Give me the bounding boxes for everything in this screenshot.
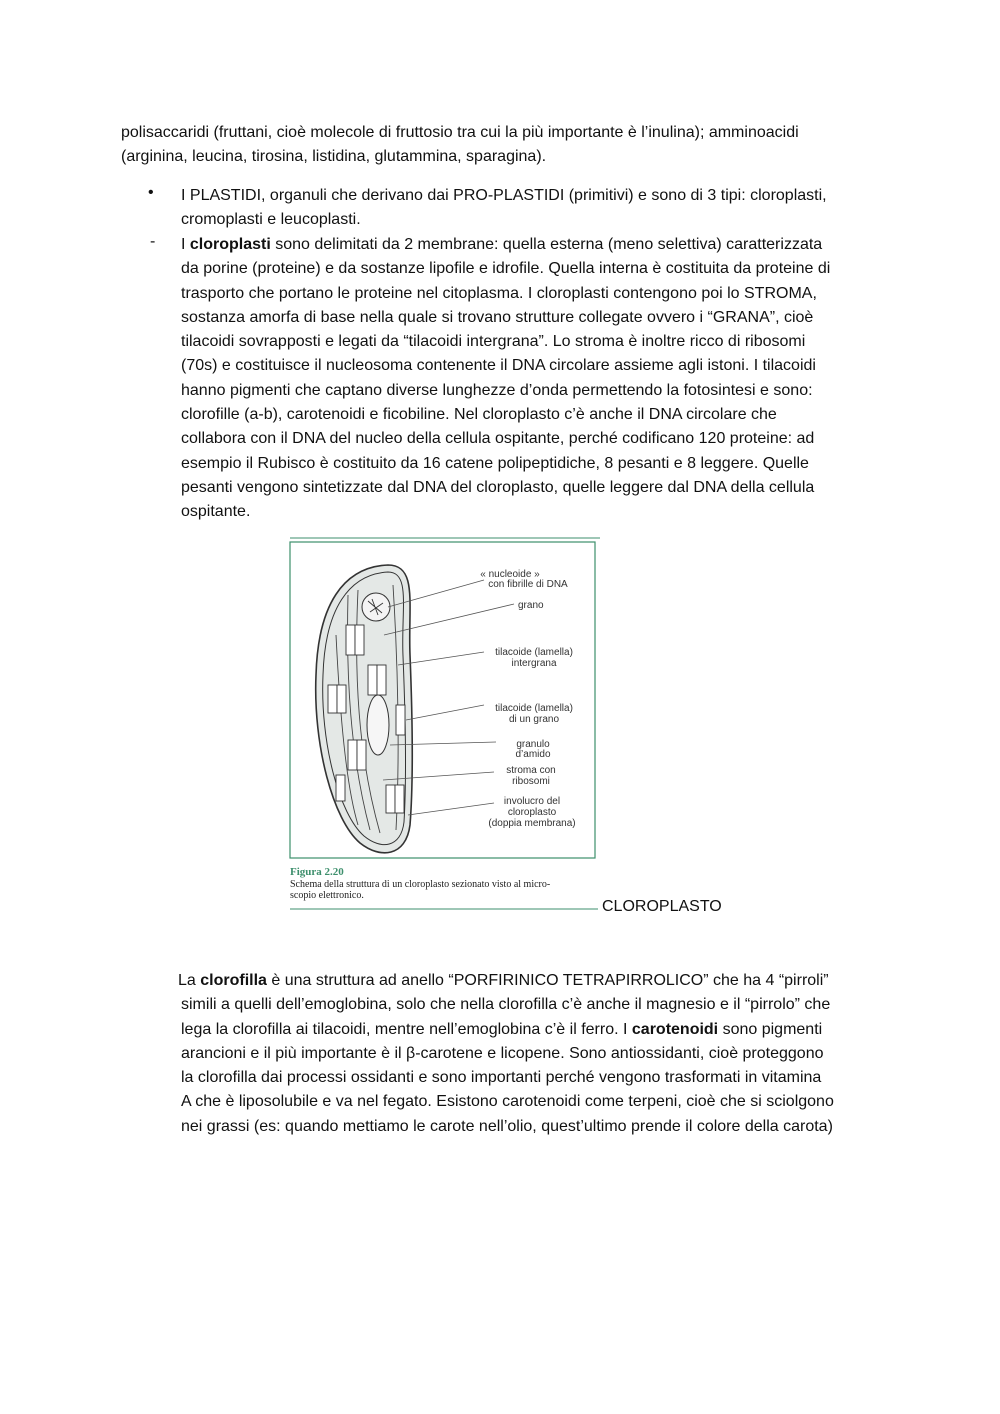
cloroplasti-line: tilacoidi sovrapposti e legati da “tilacoidi intergrana”. Lo stroma è inoltre ricco di ribosomi <box>181 333 806 351</box>
figure-side-label: CLOROPLASTO <box>602 898 722 915</box>
nucleoid <box>362 593 390 621</box>
cloroplasti-line: collabora con il DNA del nucleo della cellula ospitante, perché codificano 120 proteine: ad <box>181 430 815 448</box>
plastidi-item <box>181 184 827 233</box>
dash-marker: - <box>150 233 156 250</box>
clorofilla-line: la clorofilla dai processi ossidanti e sono importanti perché vengono trasformati in vitamina <box>181 1069 822 1087</box>
label-lamella-grano-2: di un grano <box>508 714 560 725</box>
label-stroma-2: ribosomi <box>512 776 550 787</box>
text-run: I <box>181 236 190 253</box>
figure-caption-line: scopio elettronico. <box>290 890 364 901</box>
cloroplasti-line: (70s) e costituisce il nucleosoma contenente il DNA circolare assieme agli istoni. I tilacoidi <box>181 357 816 375</box>
label-nucleoide-1: « nucleoide » <box>480 569 540 580</box>
cloroplasti-paragraph <box>181 233 830 525</box>
bold-term-cloroplasti: cloroplasti <box>189 236 271 253</box>
intro-paragraph <box>121 121 799 170</box>
intro-line: (arginina, leucina, tirosina, listidina, glutammina, sparagina). <box>121 148 547 166</box>
cloroplasti-line: da porine (proteine) e da sostanze lipofile e idrofile. Quella interna è costituita da proteine di <box>181 260 831 278</box>
cloroplasti-line: trasporto che portano le proteine nel citoplasma. I cloroplasti contengono poi lo STROMA, <box>181 284 817 302</box>
bold-term-clorofilla: clorofilla <box>200 972 267 989</box>
clorofilla-line <box>178 969 834 993</box>
text-run: sono delimitati da 2 membrane: quella esterna (meno selettiva) caratterizzata <box>270 236 823 253</box>
clorofilla-line: arancioni e il più importante è il β-carotene e licopene. Sono antiossidanti, cioè proteggono <box>181 1044 824 1062</box>
cloroplasti-line: esempio il Rubisco è costituito da 16 catene polipeptidiche, 8 pesanti e 8 leggere. Quelle <box>181 454 809 472</box>
plastidi-line: cromoplasti e leucoplasti. <box>181 211 361 229</box>
label-amido-2: d’amido <box>515 749 551 760</box>
cloroplasti-line: hanno pigmenti che captano diverse lunghezze d’onda permettendo la fotosintesi e sono: <box>181 381 813 399</box>
bold-term-carotenoidi: carotenoidi <box>631 1020 719 1038</box>
chloroplast-figure <box>288 535 600 913</box>
clorofilla-line: simili a quelli dell’emoglobina, solo che nella clorofilla c’è anche il magnesio e il “pirrolo” che <box>181 996 831 1014</box>
text-run: lega la clorofilla ai tilacoidi, mentre nell’emoglobina c’è il ferro. I <box>181 1020 632 1038</box>
label-lamella-grano-1: tilacoide (lamella) <box>495 703 573 714</box>
plastidi-line: I PLASTIDI, organuli che derivano dai PRO-PLASTIDI (primitivi) e sono di 3 tipi: cloroplasti, <box>181 187 827 204</box>
intro-line: polisaccaridi (fruttani, cioè molecole di fruttosio tra cui la più importante è l’inulina); amminoacidi <box>121 124 799 141</box>
label-stroma-1: stroma con <box>506 765 556 776</box>
clorofilla-paragraph <box>178 969 834 1139</box>
label-involucro-1: involucro del <box>503 796 561 807</box>
text-run: sono pigmenti <box>718 1020 823 1038</box>
figure-caption-line: Schema della struttura di un cloroplasto sezionato visto al micro- <box>290 879 551 890</box>
text-run: La <box>178 972 201 989</box>
cloroplasti-line: sostanza amorfa di base nella quale si trovano strutture collegate ovvero i “GRANA”, cioè <box>181 308 814 326</box>
text-run: è una struttura ad anello “PORFIRINICO TETRAPIRROLICO” che ha 4 “pirroli” <box>266 972 829 989</box>
label-involucro-3: (doppia membrana) <box>488 818 576 829</box>
figure-caption-title: Figura 2.20 <box>290 866 344 878</box>
clorofilla-line: nei grassi (es: quando mettiamo le carote nell’olio, quest’ultimo prende il colore della carota) <box>181 1117 833 1135</box>
cloroplasti-line: ospitante. <box>181 503 251 521</box>
label-involucro-2: cloroplasto <box>507 807 557 818</box>
starch-granule <box>367 695 389 755</box>
label-grano: grano <box>518 600 544 611</box>
clorofilla-line: A che è liposolubile e va nel fegato. Esistono carotenoidi come terpeni, cioè che si sciolgono <box>181 1093 834 1111</box>
label-intergrana-1: tilacoide (lamella) <box>495 647 573 658</box>
label-nucleoide-2: con fibrille di DNA <box>488 579 568 590</box>
cloroplasti-line: pesanti vengono sintetizzate dal DNA del cloroplasto, quelle leggere dal DNA della cellula <box>181 478 815 496</box>
bullet-marker: • <box>148 184 154 201</box>
clorofilla-line <box>178 1018 834 1042</box>
cloroplasti-line <box>181 233 830 257</box>
label-amido-1: granulo <box>516 739 550 750</box>
label-intergrana-2: intergrana <box>511 658 557 669</box>
cloroplasti-line: clorofille (a-b), carotenoidi e ficobiline. Nel cloroplasto c’è anche il DNA circolare che <box>181 406 777 424</box>
